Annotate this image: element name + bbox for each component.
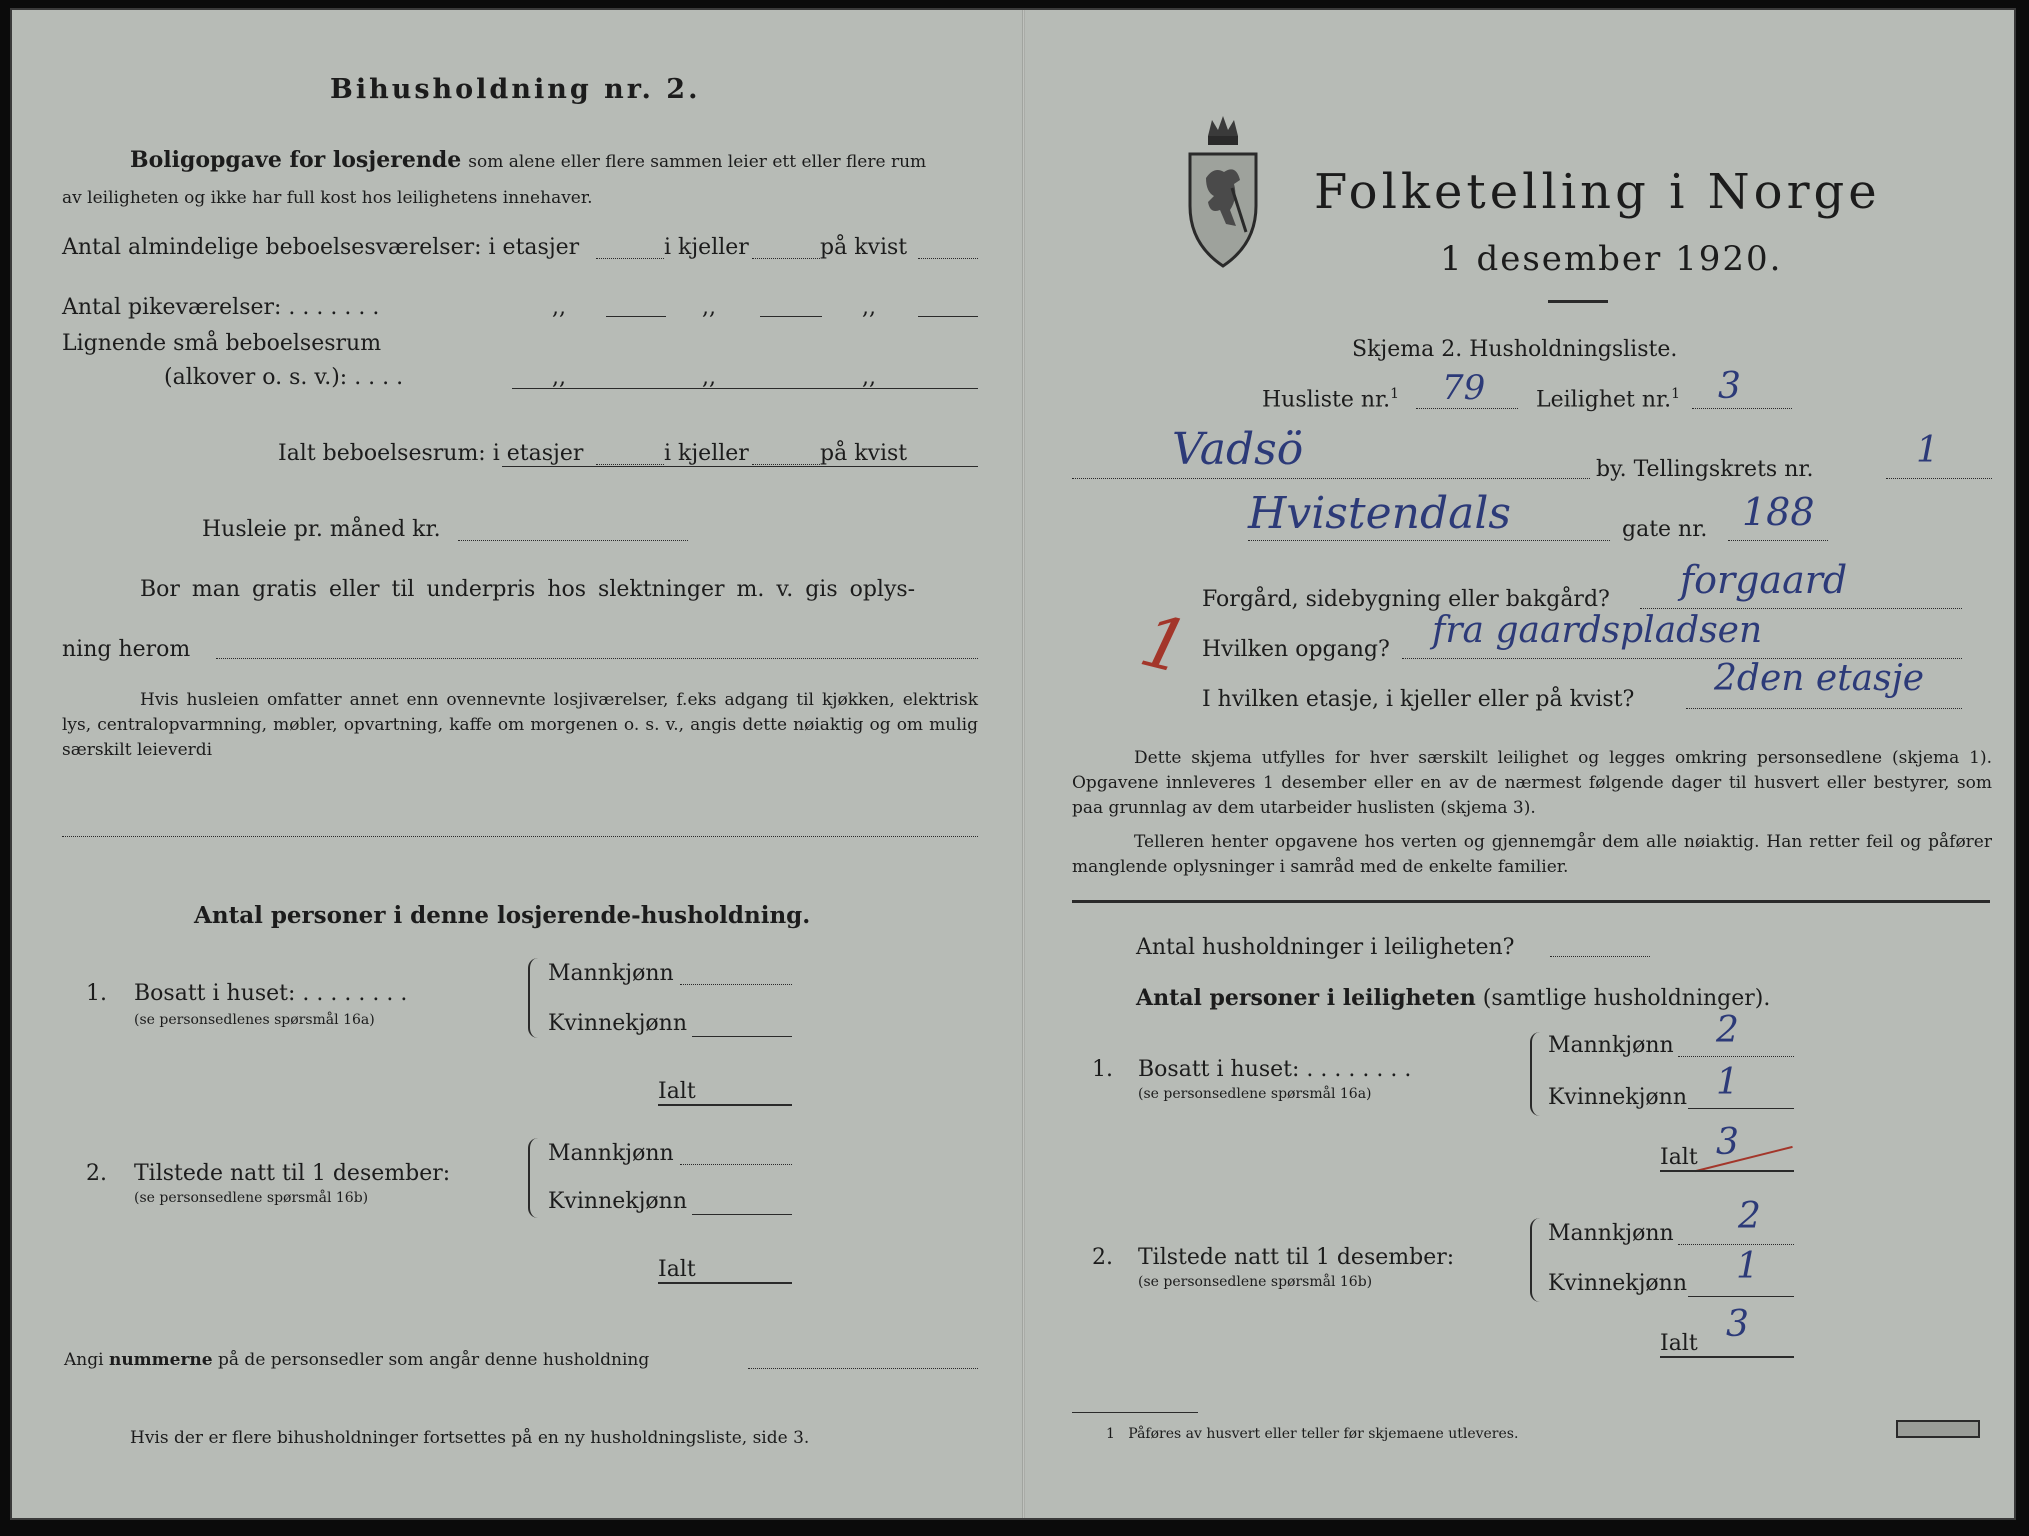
census-form-sheet xyxy=(10,8,2016,1520)
left-q2-num: 2. xyxy=(86,1161,107,1186)
footnote-text: Påføres av husvert eller teller før skjemaene utleveres. xyxy=(1128,1426,1519,1442)
husleie-paragraph: Hvis husleien omfatter annet enn ovennevnte losjiværelser, f.eks adgang til kjøkken, elektrisk lys, centralopvarmning, møbler, opvartning, kaffe om morgenen o. s. v., angis dette nøiaktig og om mulig særskilt leieverdi xyxy=(62,690,978,760)
right-q1-kvinne-label: Kvinnekjønn xyxy=(1548,1085,1687,1110)
intro-line-2: av leiligheten og ikke har full kost hos leilighetens innehaver. xyxy=(62,188,593,208)
krets-value: 1 xyxy=(1916,430,1939,471)
right-q1-ialt-strike xyxy=(1695,1146,1793,1172)
husliste-value: 79 xyxy=(1442,368,1486,408)
intro-line-1 xyxy=(130,146,926,175)
right-q2-num: 2. xyxy=(1092,1245,1113,1270)
right-persons-heading xyxy=(1136,984,1770,1013)
left-q2-ialt-line xyxy=(658,1282,792,1284)
rooms-etasjer-line xyxy=(596,258,664,259)
left-q1-ialt-label: Ialt xyxy=(658,1079,696,1104)
date-rule xyxy=(1548,300,1608,303)
gratis-line xyxy=(216,658,978,659)
right-q1-label: Bosatt i huset: . . . . . . . . xyxy=(1138,1057,1412,1082)
right-q2-mann-line xyxy=(1678,1244,1794,1245)
paragraph-end-line xyxy=(62,836,978,837)
leilighet-footnote-mark: 1 xyxy=(1671,386,1681,402)
pike-line-2 xyxy=(760,316,822,317)
left-q1-sub: (se personsedlenes spørsmål 16a) xyxy=(134,1012,375,1028)
right-q1-mann-line xyxy=(1678,1056,1794,1057)
right-title: Folketelling i Norge xyxy=(1314,164,1881,220)
right-q2-label: Tilstede natt til 1 desember: xyxy=(1138,1245,1455,1270)
right-q2-ialt-value: 3 xyxy=(1726,1304,1749,1345)
right-q2-ialt-label: Ialt xyxy=(1660,1331,1698,1356)
right-q2-mann-value: 2 xyxy=(1738,1196,1761,1237)
left-q1-kvinne-label: Kvinnekjønn xyxy=(548,1011,687,1036)
right-q2-ialt-line xyxy=(1660,1356,1794,1358)
left-page-bihusholdning xyxy=(12,10,1022,1518)
right-q2-brace xyxy=(1530,1218,1542,1302)
right-q2-mann-label: Mannkjønn xyxy=(1548,1221,1674,1246)
right-q2-kvinne-value: 1 xyxy=(1736,1246,1759,1287)
husliste-line xyxy=(1416,408,1518,409)
right-page-husholdningsliste xyxy=(1022,10,2014,1518)
left-q1-brace xyxy=(528,958,540,1038)
right-q1-kvinne-value: 1 xyxy=(1716,1062,1739,1103)
skjema-label: Skjema 2. Husholdningsliste. xyxy=(1352,337,1678,362)
gate-label: gate nr. xyxy=(1622,517,1708,542)
krets-line xyxy=(1886,478,1992,479)
left-persons-heading: Antal personer i denne losjerende-husholdning. xyxy=(194,902,811,929)
gate-value: 188 xyxy=(1742,490,1815,534)
left-q1-mann-line xyxy=(680,984,792,985)
gratis-line-1: Bor man gratis eller til underpris hos slektninger m. v. gis oplys- xyxy=(140,577,916,602)
right-q1-ialt-label: Ialt xyxy=(1660,1145,1698,1170)
right-q1-sub: (se personsedlene spørsmål 16a) xyxy=(1138,1086,1372,1102)
hush-line xyxy=(1550,956,1650,957)
left-q1-num: 1. xyxy=(86,981,107,1006)
pike-label: Antal pikeværelser: . . . . . . . xyxy=(62,295,380,320)
margin-check-mark: 1 xyxy=(1132,597,1198,691)
right-q1-brace xyxy=(1530,1032,1542,1116)
etasje-label: I hvilken etasje, i kjeller eller på kvist? xyxy=(1202,687,1635,712)
gate-line xyxy=(1728,540,1828,541)
intro-bold: Boligopgave for losjerende xyxy=(130,147,462,173)
ialt-etasjer-line xyxy=(596,464,664,465)
ialt-rooms-label: Ialt beboelsesrum: i etasjer xyxy=(278,441,584,466)
by-krets-label: by. Tellingskrets nr. xyxy=(1596,457,1814,482)
etasje-line xyxy=(1686,708,1962,709)
left-q2-kvinne-line xyxy=(692,1214,792,1215)
right-q2-kvinne-line xyxy=(1688,1296,1794,1297)
coat-of-arms-icon xyxy=(1184,114,1262,274)
street-line xyxy=(1248,540,1610,541)
lignende-ditto-2: ,, xyxy=(702,365,716,390)
etasje-value: 2den etasje xyxy=(1714,658,1925,699)
husliste-label: Husliste nr.$^1$ xyxy=(1262,386,1400,413)
rooms-kvist-line xyxy=(918,258,978,259)
left-q2-brace xyxy=(528,1138,540,1218)
ialt-kjeller-label: i kjeller xyxy=(664,441,749,466)
instructions-rule xyxy=(1072,900,1990,903)
angi-pre: Angi xyxy=(64,1350,104,1370)
pike-ditto-2: ,, xyxy=(702,295,716,320)
right-q1-kvinne-line xyxy=(1688,1108,1794,1109)
left-q2-label: Tilstede natt til 1 desember: xyxy=(134,1161,451,1186)
angi-rest: på de personsedler som angår denne husholdning xyxy=(218,1350,650,1370)
lignende-label-2: (alkover o. s. v.): . . . . xyxy=(164,365,404,390)
angi-bold: nummerne xyxy=(108,1350,213,1370)
rooms-kvist-label: på kvist xyxy=(820,235,908,260)
persons-bold: Antal personer i leiligheten xyxy=(1136,985,1476,1011)
rooms-label: Antal almindelige beboelsesværelser: i etasjer xyxy=(62,235,580,260)
left-q1-ialt-line xyxy=(658,1104,792,1106)
intro-rest: som alene eller flere sammen leier ett eller flere rum xyxy=(468,152,927,172)
left-title: Bihusholdning nr. 2. xyxy=(330,74,701,105)
census-date: 1 desember 1920. xyxy=(1440,239,1783,279)
right-q1-ialt-value: 3 xyxy=(1716,1122,1739,1163)
gratis-line-2: ning herom xyxy=(62,637,191,662)
left-q1-label: Bosatt i huset: . . . . . . . . xyxy=(134,981,408,1006)
right-q2-kvinne-label: Kvinnekjønn xyxy=(1548,1271,1687,1296)
footnote-number: 1 xyxy=(1106,1426,1115,1442)
instructions-para-2: Telleren henter opgavene hos verten og gjennemgår dem alle nøiaktig. Han retter feil og påfører manglende oplysninger i samråd med de enkelte familier. xyxy=(1072,832,1992,877)
left-q1-mann-label: Mannkjønn xyxy=(548,961,674,986)
pike-ditto-3: ,, xyxy=(862,295,876,320)
husliste-footnote-mark: 1 xyxy=(1390,386,1400,402)
opgang-value: fra gaardspladsen xyxy=(1432,610,1763,651)
street-value: Hvistendals xyxy=(1248,488,1511,539)
footnote-rule xyxy=(1072,1412,1198,1413)
opgang-label: Hvilken opgang? xyxy=(1202,637,1390,662)
rooms-kjeller-line xyxy=(752,258,820,259)
city-value: Vadsö xyxy=(1172,424,1304,475)
leilighet-line xyxy=(1692,408,1792,409)
forgard-value: forgaard xyxy=(1680,558,1848,602)
hush-label: Antal husholdninger i leiligheten? xyxy=(1136,935,1515,960)
leilighet-value: 3 xyxy=(1718,366,1741,407)
lignende-ditto-3: ,, xyxy=(862,365,876,390)
forgard-line xyxy=(1640,608,1962,609)
pike-ditto-1: ,, xyxy=(552,295,566,320)
ialt-kjeller-line xyxy=(752,464,820,465)
right-q1-mann-value: 2 xyxy=(1716,1010,1739,1051)
right-q1-mann-label: Mannkjønn xyxy=(1548,1033,1674,1058)
left-q2-kvinne-label: Kvinnekjønn xyxy=(548,1189,687,1214)
instructions-para-1: Dette skjema utfylles for hver særskilt leilighet og legges omkring personsedlene (skjema 1). Opgavene innleveres 1 desember eller en av de nærmest følgende dager til husvert eller bestyrer, som paa grunnlag av dem utarbeider huslisten (skjema 3). xyxy=(1072,748,1992,818)
leilighet-label: Leilighet nr.$^1$ xyxy=(1536,386,1681,413)
angi-line xyxy=(64,1348,649,1372)
left-q2-mann-label: Mannkjønn xyxy=(548,1141,674,1166)
rooms-kjeller-label: i kjeller xyxy=(664,235,749,260)
lignende-ditto-1: ,, xyxy=(552,365,566,390)
left-q2-mann-line xyxy=(680,1164,792,1165)
right-q2-sub: (se personsedlene spørsmål 16b) xyxy=(1138,1274,1373,1290)
ialt-kvist-label: på kvist xyxy=(820,441,908,466)
lignende-label-1: Lignende små beboelsesrum xyxy=(62,331,382,356)
printer-stamp xyxy=(1896,1420,1980,1438)
left-q1-kvinne-line xyxy=(692,1036,792,1037)
right-q1-num: 1. xyxy=(1092,1057,1113,1082)
persons-rest: (samtlige husholdninger). xyxy=(1482,986,1771,1011)
angi-line-fill xyxy=(748,1368,978,1369)
city-line xyxy=(1072,478,1590,479)
left-q2-ialt-label: Ialt xyxy=(658,1257,696,1282)
pike-line-3 xyxy=(918,316,978,317)
forgard-label: Forgård, sidebygning eller bakgård? xyxy=(1202,587,1610,612)
husleie-label: Husleie pr. måned kr. xyxy=(202,517,441,542)
right-q1-ialt-line xyxy=(1660,1170,1794,1172)
pike-line-1 xyxy=(606,316,666,317)
left-q2-sub: (se personsedlene spørsmål 16b) xyxy=(134,1190,369,1206)
husleie-line xyxy=(458,540,688,541)
left-footer: Hvis der er flere bihusholdninger fortsettes på en ny husholdningsliste, side 3. xyxy=(130,1428,810,1448)
footnote xyxy=(1106,1424,1518,1444)
lignende-underline xyxy=(512,388,978,389)
